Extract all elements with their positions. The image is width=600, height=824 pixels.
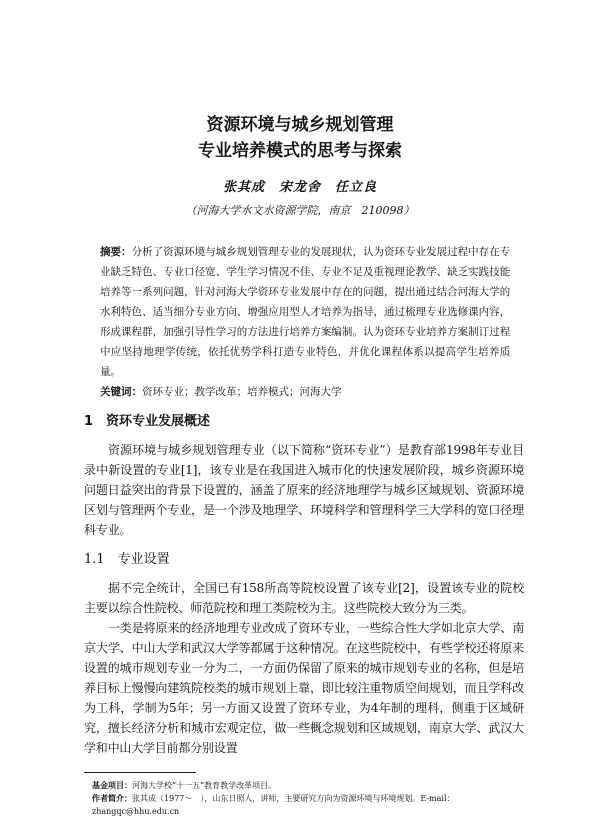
keywords-text: 资环专业；教学改革；培养模式；河海大学 — [142, 386, 342, 398]
footnote-author — [92, 792, 512, 818]
affiliation: （河海大学水文水资源学院，南京 210098） — [185, 204, 415, 217]
paragraph-2: 据不完全统计，全国已有158所高等院校设置了该专业[2]，设置该专业的院校主要以综合性院校、师范院校和理工类院校为主。这些院校大致分为三类。 — [84, 581, 524, 615]
paragraph-3: 一类是将原来的经济地理专业改成了资环专业，一些综合性大学如北京大学、南京大学、中山大学和武汉大学等都属于这种情况。在这些院校中，有些学校还将原来设置的城市规划专业一分为二，一方面仍保留了原来的城市规划专业的名称，但是培养目标上慢慢向建筑院校类的城市规划上靠，即比较注重物质空间规划，而且学科改为工科，学制为5年；另一方面又设置了资环专业，为4年制的理科，侧重于区域研究，擅长经济分析和城市宏观定位，做一些概念规划和区域规划，南京大学、武汉大学和中山大学目前都分别设置 — [84, 621, 524, 755]
footnote-author-label: 作者简介： — [92, 794, 132, 803]
authors: 张其成 宋龙舍 任立良 — [222, 180, 377, 195]
footnote-fund-label: 基金项目： — [92, 781, 132, 790]
abstract — [100, 242, 510, 382]
abstract-label: 摘要： — [100, 246, 132, 258]
footnote-author-text: 张其成（1977～ ），山东日照人，讲师，主要研究方向为资源环境与环境规划。E-mail：zhangqc@hhu.edu.cn — [92, 794, 455, 816]
section-heading-1: 1 资环专业发展概述 — [84, 414, 211, 429]
abstract-text: 分析了资源环境与城乡规划管理专业的发展现状，认为资环专业发展过程中存在专业缺乏特色、专业口径宽、学生学习情况不佳、专业不足及重视理论教学、缺乏实践技能培养等一系列问题，针对河海大学资环专业发展中存在的问题，提出通过结合河海大学的水利特色、适当细分专业方向、增强应用型人才培养为指导，通过梳理专业选修课内容，形成课程群，加强引导性学习的方法进行培养方案编制。认为资环专业培养方案制订过程中应坚持地理学传统，依托优势学科打造专业特色，并优化课程体系以提高学生培养质量。 — [100, 246, 510, 378]
footnote-divider — [84, 772, 196, 773]
section-heading-1-1: 1.1 专业设置 — [84, 552, 170, 567]
title-line-1: 资源环境与城乡规划管理 — [206, 115, 394, 135]
keywords-label: 关键词： — [100, 386, 142, 398]
footnote-fund — [92, 779, 512, 792]
title-line-2: 专业培养模式的思考与探索 — [198, 141, 402, 161]
paragraph-1: 资源环境与城乡规划管理专业（以下简称“资环专业”）是教育部1998年专业目录中新设置的专业[1]，该专业是在我国进入城市化的快速发展阶段，城乡资源环境问题日益突出的背景下设置的，涵盖了原来的经济地理学与城乡区域规划、资源环境区划与管理两个专业，是一个涉及地理学、环境科学和管理科学三大学科的宽口径理科专业。 — [84, 443, 524, 537]
keywords — [100, 382, 510, 402]
footnote-fund-text: 河海大学校“十一五”教育教学改革项目。 — [132, 781, 277, 790]
